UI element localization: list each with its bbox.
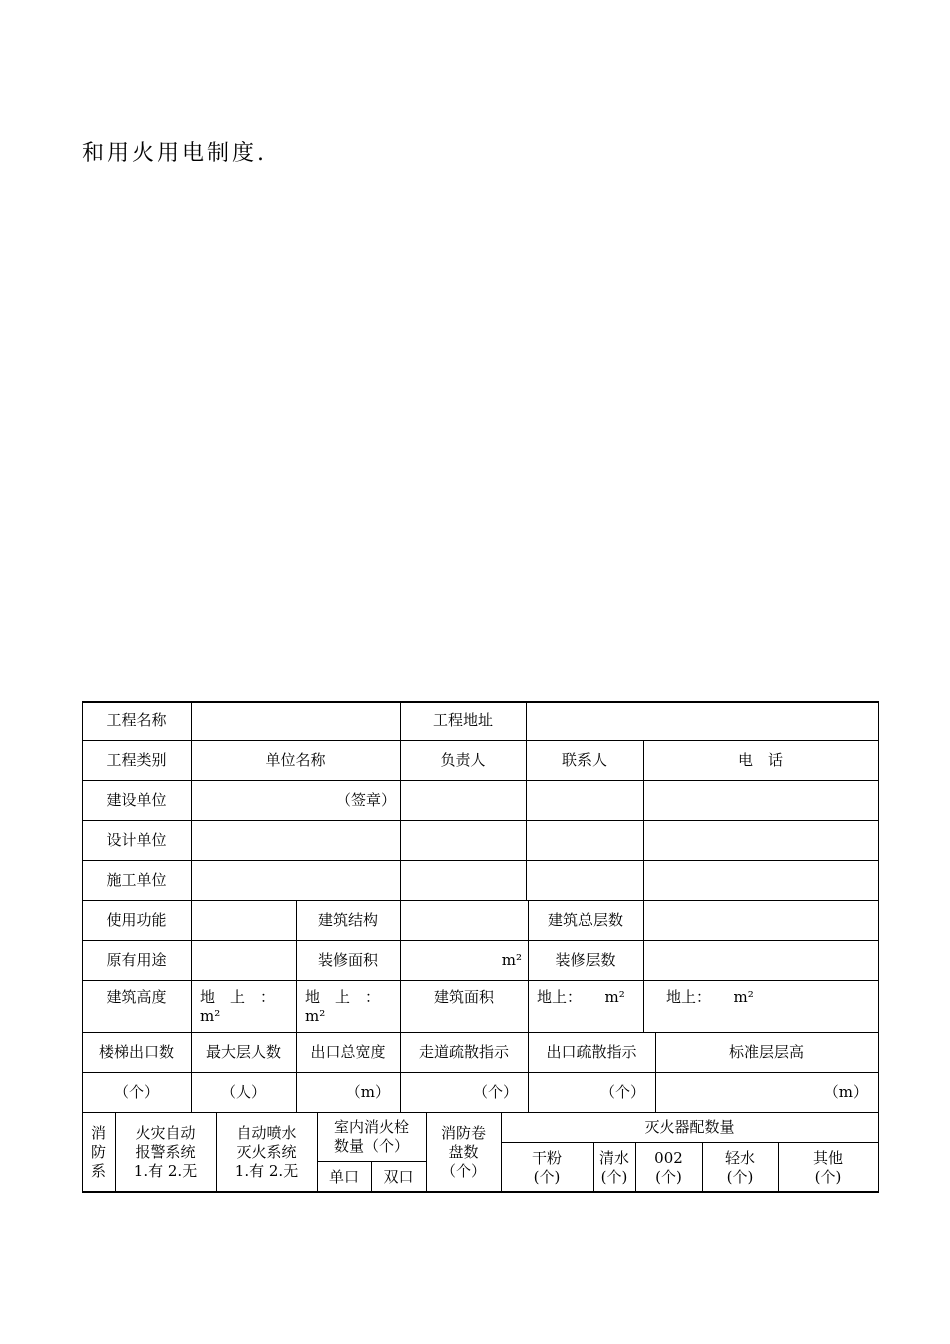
label-use-function: 使用功能 <box>106 910 167 929</box>
label-building-area: 建筑面积 <box>433 988 494 1006</box>
label-stair-exits: 楼梯出口数 <box>98 1042 174 1061</box>
label-hose-reel: 消防卷 盘数 （个） <box>440 1124 486 1180</box>
label-exit-sign: 出口疏散指示 <box>546 1042 637 1061</box>
unit-ge-3: （个） <box>599 1082 645 1101</box>
label-decoration-area: 装修面积 <box>317 950 378 969</box>
above-ground-3: 地上： m² <box>537 988 625 1006</box>
label-hydrant-count: 室内消火栓 数量（个） <box>333 1117 409 1155</box>
label-corridor-sign: 走道疏散指示 <box>418 1042 509 1061</box>
unit-m-2: （m） <box>823 1082 868 1101</box>
header-person-in-charge: 负责人 <box>440 750 486 769</box>
above-ground-4: 地上： m² <box>666 988 754 1006</box>
label-structure: 建筑结构 <box>317 910 378 929</box>
label-project-name: 工程名称 <box>106 711 167 729</box>
field-project-name[interactable] <box>191 701 400 740</box>
header-unit-name: 单位名称 <box>265 750 326 769</box>
label-fire-alarm: 火灾自动 报警系统 1.有 2.无 <box>133 1124 198 1180</box>
header-phone: 电 话 <box>737 750 783 769</box>
above-ground-1: 地 上 ： m² <box>200 988 276 1025</box>
label-decoration-floors: 装修层数 <box>555 950 616 969</box>
label-total-floors: 建筑总层数 <box>547 910 623 929</box>
label-std-floor-height: 标准层层高 <box>728 1042 804 1061</box>
label-original-use: 原有用途 <box>106 950 167 969</box>
label-builder-unit: 施工单位 <box>106 870 167 889</box>
seal-text: （签章） <box>335 790 396 809</box>
label-project-address: 工程地址 <box>432 711 493 729</box>
header-contact: 联系人 <box>561 750 607 769</box>
label-fire-system: 消 防 系 <box>90 1124 106 1180</box>
unit-ren: （人） <box>220 1082 266 1101</box>
above-ground-2: 地 上 ： m² <box>305 988 381 1025</box>
label-light-water: 轻水 (个) <box>724 1148 755 1186</box>
label-exit-width: 出口总宽度 <box>310 1042 386 1061</box>
heading-text: 和用火用电制度. <box>82 141 267 166</box>
label-double-outlet: 双口 <box>383 1167 414 1186</box>
label-construction-unit: 建设单位 <box>106 790 167 809</box>
label-dry-powder: 干粉 (个) <box>531 1148 562 1186</box>
label-building-height: 建筑高度 <box>106 988 167 1006</box>
registration-form-table <box>82 701 879 1193</box>
label-extinguisher-count: 灭火器配数量 <box>644 1117 735 1136</box>
label-design-unit: 设计单位 <box>106 830 167 849</box>
unit-ge-2: （个） <box>472 1082 518 1101</box>
label-project-type: 工程类别 <box>106 750 167 769</box>
label-max-floor-people: 最大层人数 <box>205 1042 281 1061</box>
field-project-address[interactable] <box>526 701 878 740</box>
label-sprinkler: 自动喷水 灭火系统 1.有 2.无 <box>234 1124 299 1180</box>
unit-m: （m） <box>345 1082 390 1101</box>
label-co2: 002 (个) <box>654 1148 683 1186</box>
unit-ge: （个） <box>113 1082 159 1101</box>
label-other: 其他 (个) <box>812 1148 843 1186</box>
label-clear-water: 清水 (个) <box>598 1148 629 1186</box>
label-single-outlet: 单口 <box>328 1167 359 1186</box>
unit-m2: m² <box>501 950 522 969</box>
